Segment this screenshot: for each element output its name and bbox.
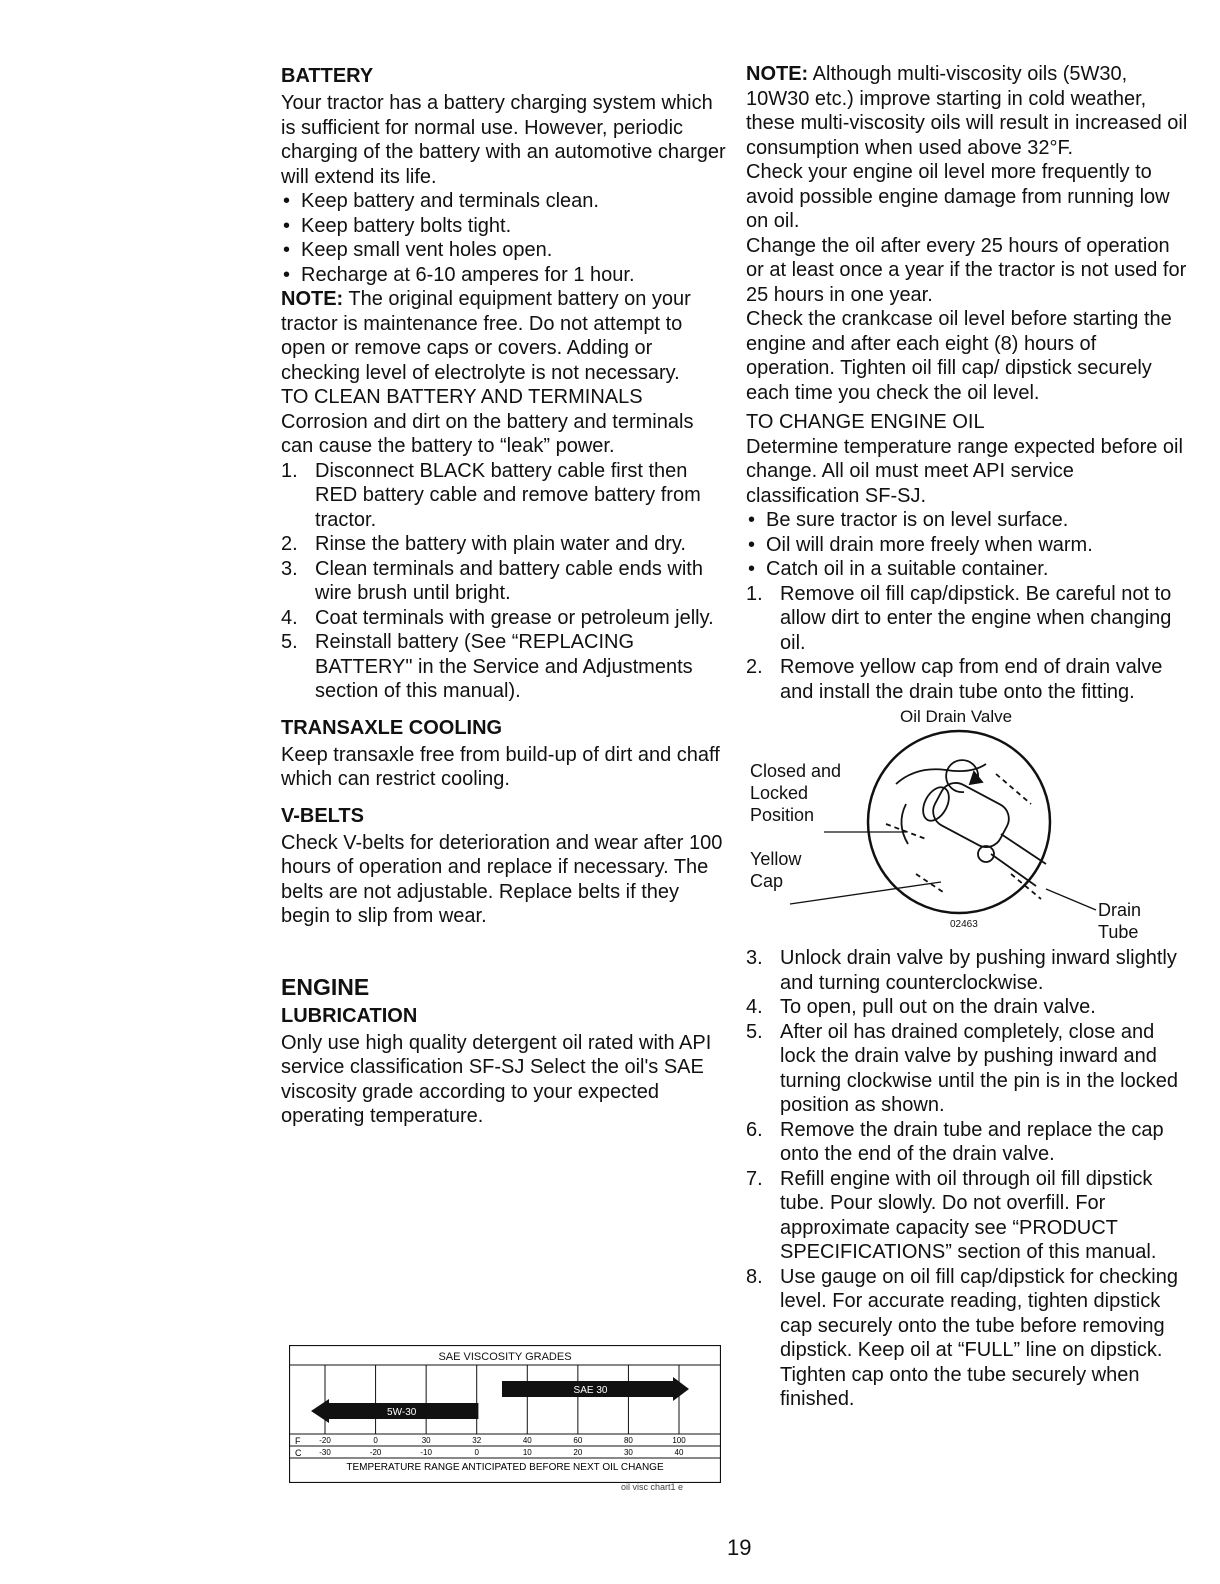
drain-tube-label [1098, 899, 1141, 943]
vbelts-text: Check V-belts for deterioration and wear after 100 hours of operation and replace if necessary. The belts are not adjustable. Replace belts if they begin to slip from wear. [281, 831, 723, 927]
tick-label: 32 [472, 1436, 482, 1445]
list-item: • Catch oil in a suitable container. [746, 557, 1190, 582]
change-oil-steps-a [746, 582, 1190, 705]
list-item [746, 1020, 1190, 1118]
step-number: 5. [746, 1020, 763, 1043]
label-line: Locked [750, 783, 809, 803]
tick-label: -20 [319, 1436, 331, 1445]
bar-label: 5W-30 [387, 1407, 417, 1418]
tick-label: -10 [420, 1448, 432, 1457]
step-number: 8. [746, 1265, 763, 1288]
vbelts-heading: V-BELTS [281, 804, 364, 827]
oil-drain-valve-figure [746, 704, 1190, 942]
check-oil-text: Check your engine oil level more frequently to avoid possible engine damage from running low on oil. [746, 161, 1170, 232]
label-line: Cap [750, 871, 784, 891]
step-number: 2. [746, 656, 763, 678]
step-number: 4. [281, 606, 298, 629]
sae-viscosity-chart [289, 1345, 721, 1483]
figure-code: 02463 [950, 919, 978, 930]
step-text: Remove oil fill cap/dipstick. Be careful not to allow dirt to enter the engine when changing oil. [780, 582, 1172, 654]
change-oil-intro: Determine temperature range expected before oil change. All oil must meet API service classification SF-SJ. [746, 435, 1183, 507]
step-number: 3. [746, 947, 763, 969]
list-item: • Keep small vent holes open. [281, 238, 731, 263]
step-text: To open, pull out on the drain valve. [780, 996, 1096, 1018]
tick-label: 40 [674, 1448, 684, 1457]
tick-label: 0 [474, 1448, 479, 1457]
battery-intro: Your tractor has a battery charging system which is sufficient for normal use. However, periodic charging of the battery with an automotive charger will extend its life. [281, 92, 726, 188]
chart-caption: oil visc chart1 e [621, 1482, 684, 1492]
tick-label: -30 [319, 1448, 331, 1457]
celsius-label: C [295, 1448, 302, 1458]
change-interval-text: Change the oil after every 25 hours of operation or at least once a year if the tractor is not used for 25 hours in one year. [746, 234, 1187, 306]
chart-footer: TEMPERATURE RANGE ANTICIPATED BEFORE NEXT OIL CHANGE [346, 1462, 664, 1473]
step-text: Unlock drain valve by pushing inward slightly and turning counterclockwise. [780, 947, 1177, 994]
clean-battery-intro: Corrosion and dirt on the battery and terminals can cause the battery to “leak” power. [281, 410, 694, 457]
step-text: Clean terminals and battery cable ends with wire brush until bright. [315, 557, 703, 604]
step-text: Remove the drain tube and replace the cap onto the end of the drain valve. [780, 1118, 1164, 1165]
step-text: Disconnect BLACK battery cable first then RED battery cable and remove battery from tractor. [315, 459, 701, 531]
label-line: Tube [1098, 922, 1139, 942]
tick-label: 30 [623, 1448, 633, 1457]
tick-label: 0 [373, 1436, 378, 1445]
figure-title: Oil Drain Valve [900, 707, 1013, 726]
chart-title: SAE VISCOSITY GRADES [438, 1351, 572, 1363]
note-label: NOTE: [281, 288, 344, 310]
chart-grid [325, 1365, 679, 1434]
list-item: • Be sure tractor is on level surface. [746, 508, 1190, 533]
right-column [746, 62, 1190, 1412]
lubrication-heading: LUBRICATION [281, 1004, 418, 1027]
list-item [746, 1118, 1190, 1167]
step-text: Remove yellow cap from end of drain valve and install the drain tube onto the fitting. [780, 656, 1163, 703]
left-column [281, 62, 731, 1129]
list-item [281, 532, 731, 557]
step-number: 4. [746, 996, 763, 1018]
list-item [746, 582, 1190, 656]
step-text: Refill engine with oil through oil fill dipstick tube. Pour slowly. Do not overfill. For approximate capacity see “PRODUCT SPECIFICATIONS” section of this manual. [780, 1167, 1157, 1263]
transaxle-text: Keep transaxle free from build-up of dirt and chaff which can restrict cooling. [281, 743, 720, 790]
list-item [281, 630, 731, 704]
lubrication-text: Only use high quality detergent oil rated with API service classification SF-SJ Select the oil's SAE viscosity grade according to your expected operating temperature. [281, 1031, 712, 1127]
label-line: Drain [1098, 900, 1142, 920]
clean-steps-list [281, 459, 731, 704]
list-item [746, 1167, 1190, 1265]
label-line: Closed and [750, 761, 842, 781]
engine-heading: ENGINE [281, 973, 370, 1000]
list-item: • Recharge at 6-10 amperes for 1 hour. [281, 263, 731, 288]
change-oil-steps-b [746, 946, 1190, 1412]
tick-label: 100 [672, 1436, 686, 1445]
label-line: Position [750, 805, 815, 825]
step-number: 6. [746, 1118, 763, 1141]
note-text: The original equipment battery on your tractor is maintenance free. Do not attempt to open or remove caps or covers. Adding or checking level of electrolyte is not necessary. [281, 288, 691, 384]
tick-label: 30 [421, 1436, 431, 1445]
step-text: Reinstall battery (See “REPLACING BATTERY" in the Service and Adjustments section of this manual). [315, 631, 693, 702]
clean-battery-heading: TO CLEAN BATTERY AND TERMINALS [281, 386, 643, 408]
page-number: 19 [727, 1535, 752, 1560]
chart-bars [311, 1377, 689, 1423]
list-item [281, 606, 731, 631]
crankcase-text: Check the crankcase oil level before starting the engine and after each eight (8) hours of operation. Tighten oil fill cap/ dipstick securely each time you check the oil level. [746, 308, 1172, 404]
step-number: 5. [281, 631, 298, 653]
note-text: Although multi-viscosity oils (5W30, 10W30 etc.) improve starting in cold weather, these multi-viscosity oils will result in increased oil consumption when used above 32°F. [746, 63, 1188, 159]
list-item [746, 995, 1190, 1020]
tick-label: -20 [369, 1448, 382, 1457]
list-item: • Keep battery and terminals clean. [281, 189, 731, 214]
step-number: 2. [281, 533, 298, 555]
tick-label: 80 [623, 1436, 633, 1445]
label-line: Yellow [750, 849, 802, 869]
battery-heading: BATTERY [281, 65, 374, 87]
change-oil-heading: TO CHANGE ENGINE OIL [746, 411, 985, 433]
battery-note [281, 287, 731, 385]
step-number: 7. [746, 1167, 763, 1190]
list-item [746, 1265, 1190, 1412]
list-item [746, 655, 1190, 704]
battery-bullet-list [281, 189, 731, 287]
step-text: Use gauge on oil fill cap/dipstick for checking level. For accurate reading, tighten dipstick cap securely onto the tube before removing dipstick. Keep oil at “FULL” line on dipstick. Tighten cap onto the tube securely when finished. [780, 1265, 1178, 1410]
list-item [746, 946, 1190, 995]
list-item: • Oil will drain more freely when warm. [746, 533, 1190, 558]
closed-locked-label [750, 760, 841, 826]
bar-label: SAE 30 [573, 1385, 608, 1396]
step-number: 1. [281, 459, 298, 482]
tick-label: 40 [522, 1436, 532, 1445]
step-number: 3. [281, 557, 298, 580]
multi-viscosity-note [746, 62, 1190, 160]
list-item [281, 459, 731, 533]
fahrenheit-label: F [295, 1436, 301, 1446]
tick-label: 20 [573, 1448, 583, 1457]
list-item: • Keep battery bolts tight. [281, 214, 731, 239]
change-oil-bullets [746, 508, 1190, 582]
step-text: After oil has drained completely, close and lock the drain valve by pushing inward and turning clockwise until the pin is in the locked position as shown. [780, 1020, 1178, 1116]
step-text: Coat terminals with grease or petroleum jelly. [315, 606, 714, 629]
transaxle-heading: TRANSAXLE COOLING [281, 716, 503, 739]
list-item [281, 557, 731, 606]
note-label: NOTE: [746, 63, 809, 85]
tick-label: 60 [573, 1436, 583, 1445]
tick-label: 10 [522, 1448, 532, 1457]
step-number: 1. [746, 582, 763, 605]
yellow-cap-label [750, 848, 801, 892]
step-text: Rinse the battery with plain water and dry. [315, 533, 686, 555]
